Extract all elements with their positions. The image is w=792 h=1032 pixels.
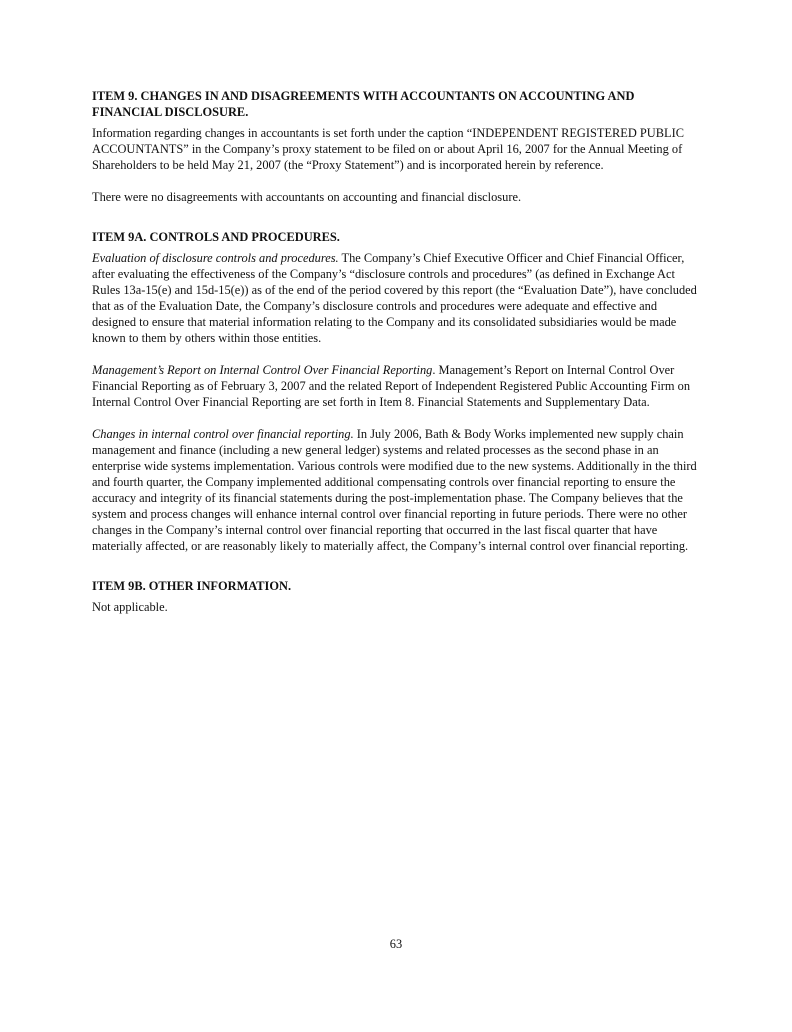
internal-control-changes-body: In July 2006, Bath & Body Works implemented new supply chain management and finance (including a new general ledger) systems and related processes as the second phase in an enterprise wide systems implementation. Various controls were modified due to the new systems. Additionally in the third and fourth quarter, the Company implemented additional compensating controls over financial reporting to ensure the accuracy and integrity of its financial statements during the post-implementation phase. The Company believes that the system and process changes will enhance internal control over financial reporting in future periods. There were no other changes in the Company’s internal control over financial reporting that occurred in the last fiscal quarter that have materially affected, or are reasonably likely to materially affect, the Company’s internal control over financial reporting.	[92, 427, 697, 553]
item-9a-section	[92, 229, 704, 554]
item-9-paragraph-1: Information regarding changes in accountants is set forth under the caption “INDEPENDENT REGISTERED PUBLIC ACCOUNTANTS” in the Company’s proxy statement to be filed on or about April 16, 2007 for the Annual Meeting of Shareholders to be held May 21, 2007 (the “Proxy Statement”) and is incorporated herein by reference.	[92, 126, 684, 172]
page-number: 63	[389, 937, 403, 951]
internal-control-changes-lead: Changes in internal control over financial reporting.	[92, 427, 354, 441]
internal-control-changes-paragraph	[92, 426, 704, 554]
management-report-paragraph	[92, 362, 704, 410]
management-report-body: . Management’s Report on Internal Control Over Financial Reporting as of February 3, 2007 and the related Report of Independent Registered Public Accounting Firm on Internal Control Over Financial Reporting are set forth in Item 8. Financial Statements and Supplementary Data.	[92, 363, 691, 409]
item-9a-heading: ITEM 9A. CONTROLS AND PROCEDURES.	[92, 230, 340, 244]
disclosure-controls-body: The Company’s Chief Executive Officer and Chief Financial Officer, after evaluating the effectiveness of the Company’s “disclosure controls and procedures” (as defined in Exchange Act Rules 13a-15(e) and 15d-15(e)) as of the end of the period covered by this report (the “Evaluation Date”), have concluded that as of the Evaluation Date, the Company’s disclosure controls and procedures were adequate and effective and designed to ensure that material information relating to the Company and its consolidated subsidiaries would be made known to them by others within those entities.	[92, 251, 697, 345]
disclosure-controls-lead: Evaluation of disclosure controls and procedures.	[92, 251, 339, 265]
disclosure-controls-paragraph	[92, 250, 704, 346]
management-report-lead: Management’s Report on Internal Control Over Financial Reporting	[92, 363, 433, 377]
item-9-heading: ITEM 9. CHANGES IN AND DISAGREEMENTS WITH ACCOUNTANTS ON ACCOUNTING AND FINANCIAL DISCLOSURE.	[92, 89, 635, 119]
item-9b-paragraph: Not applicable.	[92, 600, 168, 614]
item-9-paragraph-2: There were no disagreements with accountants on accounting and financial disclosure.	[92, 190, 522, 204]
document-page	[92, 88, 704, 631]
item-9b-heading: ITEM 9B. OTHER INFORMATION.	[92, 579, 292, 593]
item-9-section	[92, 88, 704, 205]
item-9b-section	[92, 578, 704, 615]
